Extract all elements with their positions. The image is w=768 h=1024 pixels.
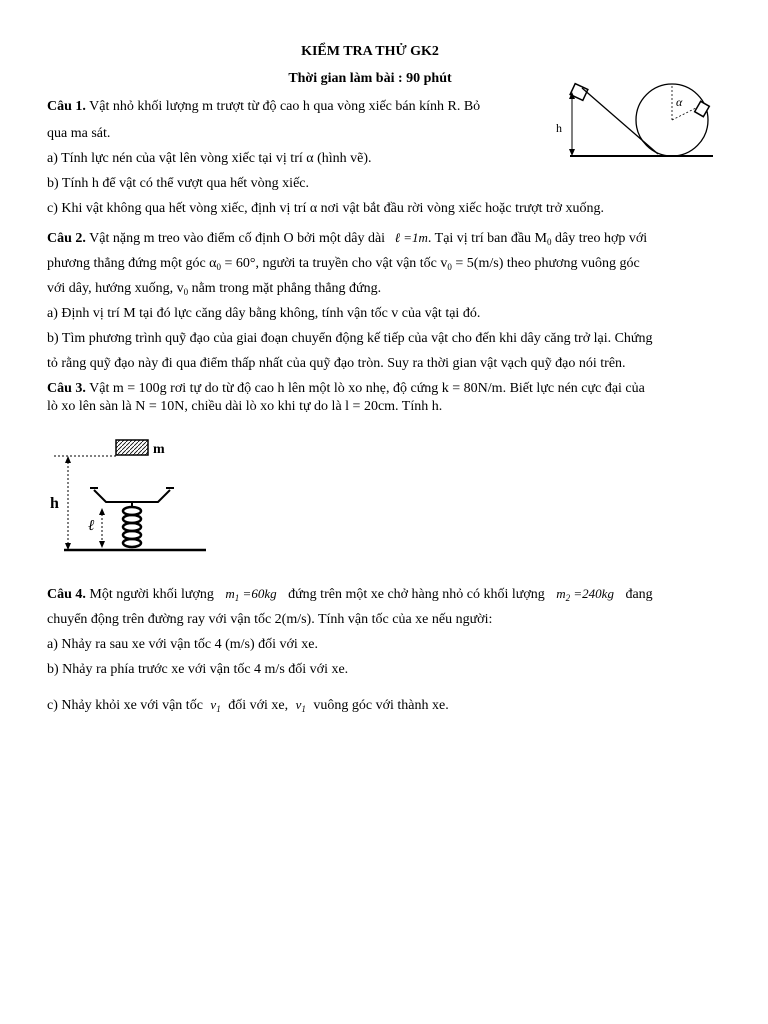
q1-part-b: b) Tính h để vật có thể vượt qua hết vòng xiếc. [47,176,310,191]
q2-text1b: . Tại vị trí ban đầu M [427,231,547,246]
q4-line1 [47,585,653,607]
q2-text1c: dây treo hợp với [555,231,648,246]
q4-text-c: c) Nhảy khỏi xe với vận tốc [47,698,203,713]
q1-part-a: a) Tính lực nén của vật lên vòng xiếc tại vị trí α (hình vẽ). [47,151,372,166]
m2-symbol: m [556,586,566,601]
height-arrowhead-bottom [569,149,575,156]
q1-text1: Vật nhỏ khối lượng m trượt từ độ cao h qua vòng xiếc bán kính R. Bỏ [89,99,481,114]
v1-letter-b: v [295,697,302,712]
q1-label: Câu 1. [47,99,86,114]
m2-value: =240kg [573,586,614,601]
q3-label: Câu 3. [47,381,86,396]
q2-sub-m0: 0 [547,237,552,247]
v1-symbol-b [296,697,306,712]
time-limit: Thời gian làm bài : 90 phút [288,71,452,86]
q2-part-b2: tỏ rằng quỹ đạo này đi qua điểm thấp nhất của quỹ đạo tròn. Suy ra thời gian vật vạch quỹ đạo nói trên. [47,356,626,371]
q2-line1 [47,229,647,251]
q4-text1c: đang [625,587,653,602]
l-arrowhead-bottom [99,541,105,548]
spring-coil [123,507,141,547]
v1-sub-a: 1 [216,704,221,714]
h-label: h [50,495,59,512]
q4-text1: Một người khối lượng [89,587,214,602]
q3-text1: Vật m = 100g rơi tự do từ độ cao h lên một lò xo nhẹ, độ cứng k = 80N/m. Biết lực nén cực đại của [89,381,645,396]
alpha-label: α [676,95,683,109]
page-title: KIỂM TRA THỬ GK2 [301,44,439,59]
string-length: ℓ =1m [394,230,428,245]
q1-part-c: c) Khi vật không qua hết vòng xiếc, định vị trí α nơi vật bắt đầu rời vòng xiếc hoặc trượt trở xuống. [47,201,604,216]
q2-sub-v0: 0 [447,262,452,272]
l-arrowhead-top [99,508,105,515]
l-label: ℓ [88,518,95,534]
q2-text2: phương thẳng đứng một góc α [47,256,217,271]
q2-line3 [47,280,381,301]
m1-value: =60kg [242,586,277,601]
q4-text1b: đứng trên một xe chở hàng nhỏ có khối lượng [288,587,545,602]
q1-figure-loop [548,72,728,164]
q2-part-a: a) Định vị trí M tại đó lực căng dây bằng không, tính vận tốc v của vật tại đó. [47,306,481,321]
q4-part-a: a) Nhảy ra sau xe với vận tốc 4 (m/s) đối với xe. [47,637,319,652]
q2-text1: Vật nặng m treo vào điểm cố định O bởi một dây dài [89,231,386,246]
q1-line2: qua ma sát. [47,126,111,141]
q3-figure-spring [46,438,211,563]
q4-part-c [47,696,449,718]
q2-part-b1: b) Tìm phương trình quỹ đạo của giai đoạn chuyển động kế tiếp của vật cho đến khi dây căng trở lại. Chứng [47,331,653,346]
m1-symbol: m [225,586,235,601]
q2-text2c: = 5(m/s) theo phương vuông góc [455,256,640,271]
q3-line2: lò xo lên sàn là N = 10N, chiều dài lò xo khi tự do là l = 20cm. Tính h. [47,399,443,414]
q4-text-c2: đối với xe, [228,698,289,713]
q2-text3b: nằm trong mặt phẳng thẳng đứng. [191,281,382,296]
mass-block [116,440,148,455]
v1-symbol-a [210,697,220,712]
m2-sub: 2 [565,593,571,603]
incline [582,88,658,154]
mass-label: m [153,442,165,457]
q3-line1 [47,380,645,398]
q4-line2: chuyển động trên đường ray với vận tốc 2(m/s). Tính vận tốc của xe nếu người: [47,612,493,627]
q2-sub-alpha0: 0 [216,262,222,272]
q2-line2 [47,255,640,276]
q4-text-c3: vuông góc với thành xe. [313,698,449,713]
q4-label: Câu 4. [47,587,86,602]
m2-formula [556,586,614,601]
h-arrowhead-top [65,456,71,463]
spring-platform [94,490,170,502]
height-label: h [556,121,562,135]
q2-sub-v0b: 0 [183,287,189,297]
q2-text3: với dây, hướng xuống, v [47,281,184,296]
m1-sub: 1 [234,593,240,603]
q2-text2b: = 60°, người ta truyền cho vật vận tốc v [224,256,448,271]
q4-part-b: b) Nhảy ra phía trước xe với vận tốc 4 m/s đối với xe. [47,662,349,677]
q1-line1 [47,98,480,116]
q2-label: Câu 2. [47,231,86,246]
v1-sub-b: 1 [301,704,306,714]
v1-letter-a: v [210,697,217,712]
m1-formula [225,586,276,601]
